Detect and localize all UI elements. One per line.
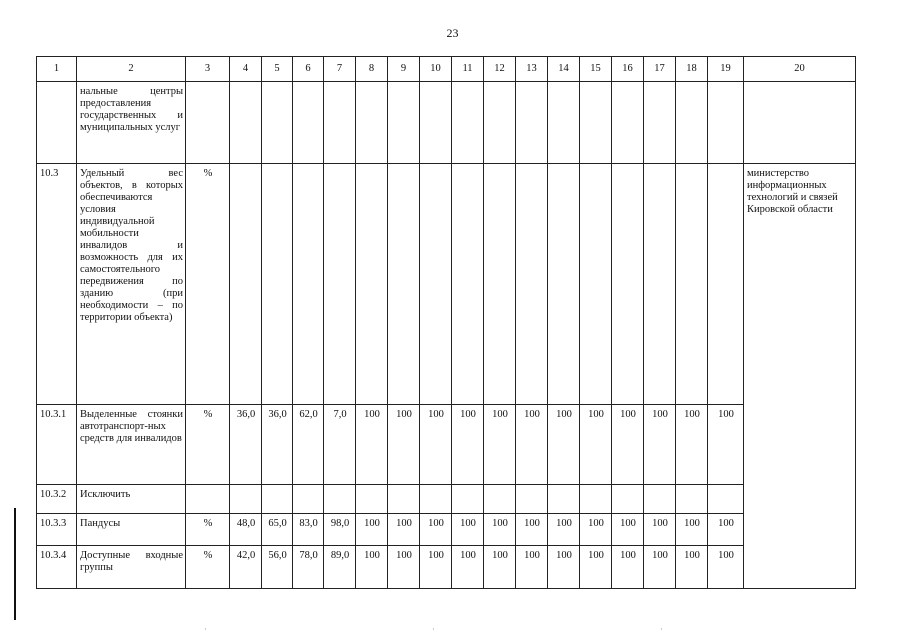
value-cell [262,485,293,514]
value-cell: 36,0 [262,405,293,485]
value-cell: 100 [420,546,452,589]
responsible-cell: министерство информационных технологий и связей Кировской области [744,164,856,589]
scan-dot: · [660,625,663,634]
scan-dot: · [432,625,435,634]
value-cell [612,485,644,514]
column-header: 11 [452,57,484,82]
value-cell: 100 [452,405,484,485]
section-code: 10.3 [37,164,77,405]
value-cell: 83,0 [293,514,324,546]
row-code: 10.3.1 [37,405,77,485]
value-cell: 100 [356,405,388,485]
row-name: Пандусы [77,514,186,546]
value-cell: 100 [356,514,388,546]
value-cell [708,485,744,514]
column-header: 13 [516,57,548,82]
indicator-table [36,56,856,589]
value-cell: 100 [644,405,676,485]
column-header: 10 [420,57,452,82]
section-unit: % [186,164,230,405]
value-cell: 100 [388,514,420,546]
row-unit: % [186,405,230,485]
margin-line [14,508,16,620]
column-header: 20 [744,57,856,82]
column-header: 3 [186,57,230,82]
column-header: 8 [356,57,388,82]
value-cell: 100 [612,514,644,546]
column-header: 12 [484,57,516,82]
section-row [37,164,856,405]
value-cell [452,485,484,514]
continuation-row [37,82,856,164]
value-cell: 100 [452,514,484,546]
value-cell: 48,0 [230,514,262,546]
value-cell [676,485,708,514]
row-unit: % [186,546,230,589]
value-cell: 100 [548,514,580,546]
column-header: 17 [644,57,676,82]
value-cell: 100 [452,546,484,589]
value-cell: 100 [708,514,744,546]
column-header: 6 [293,57,324,82]
value-cell: 100 [580,514,612,546]
page-number: 23 [446,26,459,40]
table-row [37,546,856,589]
value-cell: 100 [612,405,644,485]
table-row [37,405,856,485]
column-header: 19 [708,57,744,82]
table-row [37,485,856,514]
row-name: Выделенные стоянки автотранспорт-ных средств для инвалидов [77,405,186,485]
column-header: 4 [230,57,262,82]
value-cell [484,485,516,514]
value-cell [644,485,676,514]
value-cell: 100 [676,405,708,485]
value-cell: 56,0 [262,546,293,589]
column-header: 15 [580,57,612,82]
section-name: Удельный вес объектов, в которых обеспечиваются условия индивидуальной мобильности инвалидов и возможность для их самостоятельного передвижения по зданию (при необходимости – по территории объекта) [77,164,186,405]
value-cell: 89,0 [324,546,356,589]
value-cell [388,485,420,514]
value-cell: 100 [356,546,388,589]
value-cell: 100 [708,546,744,589]
value-cell: 100 [388,546,420,589]
column-header: 5 [262,57,293,82]
value-cell: 100 [484,514,516,546]
row-code: 10.3.3 [37,514,77,546]
value-cell [230,485,262,514]
row-unit [186,485,230,514]
value-cell: 100 [548,546,580,589]
value-cell [324,485,356,514]
column-header: 2 [77,57,186,82]
value-cell: 7,0 [324,405,356,485]
header-row [37,57,856,82]
row-name: Доступные входные группы [77,546,186,589]
value-cell [580,485,612,514]
column-header: 18 [676,57,708,82]
value-cell: 100 [484,405,516,485]
column-header: 7 [324,57,356,82]
value-cell: 100 [388,405,420,485]
value-cell: 100 [708,405,744,485]
row-unit: % [186,514,230,546]
value-cell: 100 [580,405,612,485]
value-cell: 42,0 [230,546,262,589]
value-cell: 62,0 [293,405,324,485]
value-cell: 98,0 [324,514,356,546]
value-cell: 65,0 [262,514,293,546]
value-cell: 100 [580,546,612,589]
value-cell [293,485,324,514]
value-cell: 100 [516,514,548,546]
value-cell: 100 [484,546,516,589]
value-cell [356,485,388,514]
value-cell: 100 [676,514,708,546]
row-name: Исключить [77,485,186,514]
value-cell: 36,0 [230,405,262,485]
value-cell: 100 [644,546,676,589]
value-cell: 78,0 [293,546,324,589]
column-header: 9 [388,57,420,82]
column-header: 16 [612,57,644,82]
row-code: 10.3.4 [37,546,77,589]
value-cell: 100 [644,514,676,546]
value-cell: 100 [516,405,548,485]
continuation-name-cell: нальные центры предоставления государственных и муниципальных услуг [77,82,186,164]
value-cell [420,485,452,514]
value-cell: 100 [548,405,580,485]
scan-dot: · [204,625,207,634]
value-cell: 100 [420,514,452,546]
value-cell: 100 [676,546,708,589]
column-header: 14 [548,57,580,82]
value-cell [516,485,548,514]
column-header: 1 [37,57,77,82]
table-row [37,514,856,546]
continuation-code-cell [37,82,77,164]
value-cell: 100 [516,546,548,589]
value-cell [548,485,580,514]
value-cell: 100 [420,405,452,485]
row-code: 10.3.2 [37,485,77,514]
value-cell: 100 [612,546,644,589]
